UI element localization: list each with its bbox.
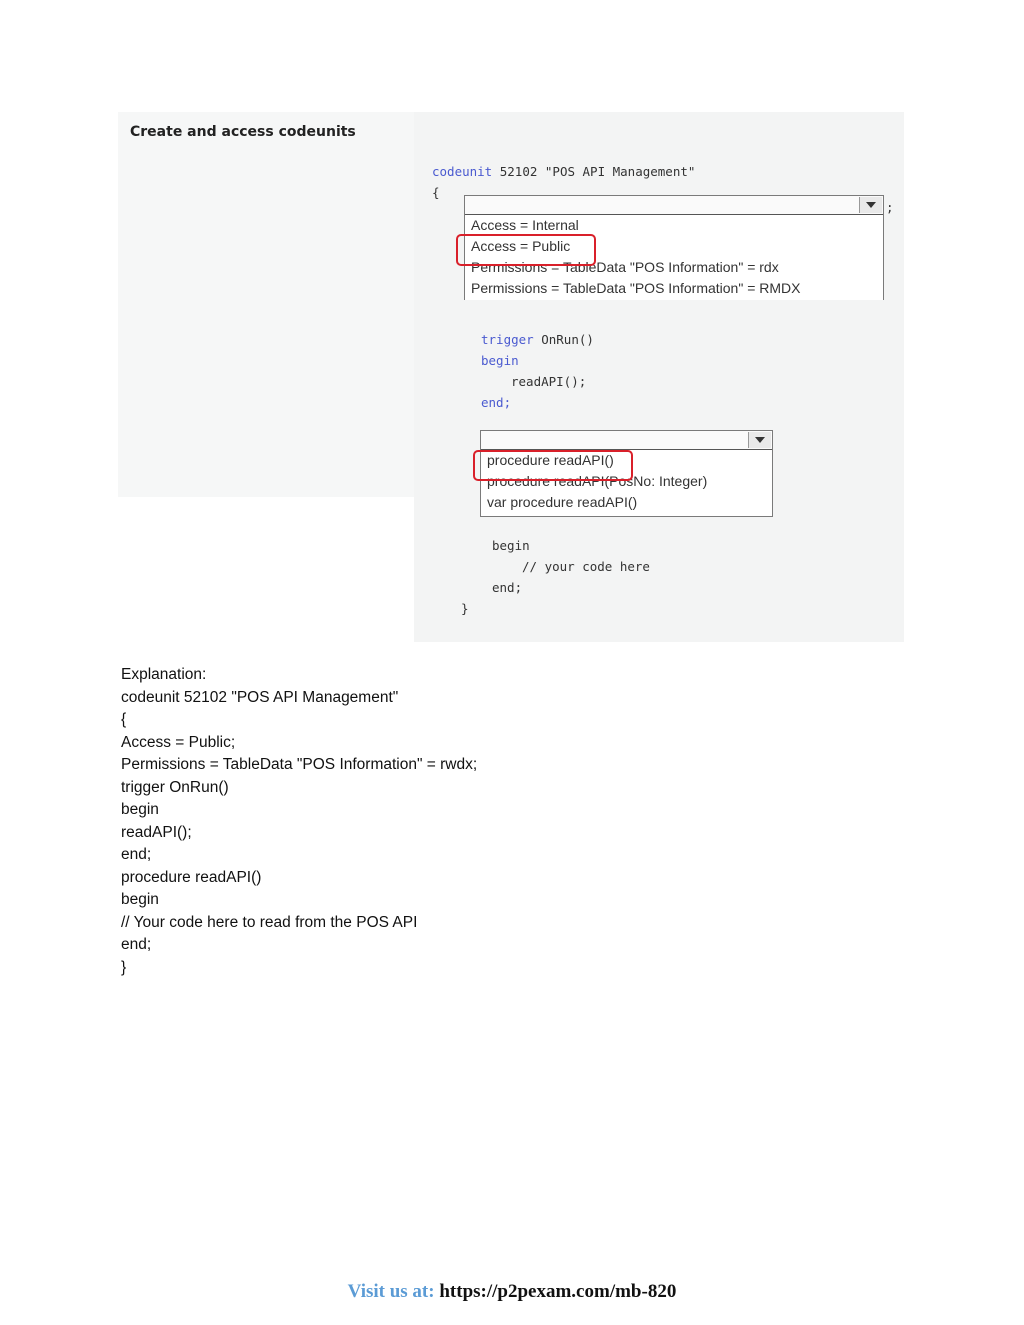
explanation-line: procedure readAPI() (121, 868, 262, 886)
explanation-line: } (121, 958, 127, 976)
codeunit-name: 52102 "POS API Management" (492, 164, 696, 179)
footer-link[interactable]: https://p2pexam.com/mb-820 (439, 1281, 677, 1302)
chevron-down-icon[interactable] (748, 432, 771, 448)
end-line-2: end; (492, 580, 523, 595)
trigger-keyword: trigger (481, 332, 534, 347)
explanation-heading: Explanation: (121, 666, 207, 683)
access-option-internal[interactable]: Access = Internal (471, 217, 579, 233)
panel-title: Create and access codeunits (130, 124, 356, 140)
explanation-line: begin (121, 801, 159, 818)
explanation-line: // Your code here to read from the POS API (121, 913, 418, 931)
close-brace: } (461, 601, 469, 616)
panel-left-background (118, 112, 418, 497)
permissions-option-rmdx[interactable]: Permissions = TableData "POS Information" = RMDX (471, 280, 801, 296)
access-dropdown-header[interactable] (465, 196, 883, 215)
end-keyword: end; (481, 395, 512, 410)
procedure-option-var[interactable]: var procedure readAPI() (487, 494, 638, 510)
footer (0, 1281, 1024, 1303)
code-comment: // your code here (522, 559, 650, 574)
open-brace: { (432, 185, 440, 200)
panel-right-background (414, 112, 904, 642)
footer-label: Visit us at: (347, 1281, 435, 1302)
trigger-line (481, 332, 594, 347)
explanation-line: end; (121, 846, 152, 863)
begin-keyword: begin (481, 353, 519, 368)
explanation-line: end; (121, 936, 152, 953)
explanation-line: begin (121, 891, 159, 908)
permissions-option-rdx[interactable]: Permissions = TableData "POS Information" = rdx (471, 259, 779, 275)
answer-highlight-access (456, 234, 596, 266)
explanation-line: trigger OnRun() (121, 778, 229, 796)
explanation-line: codeunit 52102 "POS API Management" (121, 688, 399, 706)
trigger-name: OnRun() (533, 332, 594, 347)
codeunit-keyword: codeunit (432, 164, 493, 179)
chevron-down-icon[interactable] (859, 197, 882, 213)
explanation-block (121, 664, 477, 979)
explanation-line: readAPI(); (121, 823, 192, 841)
procedure-dropdown-header[interactable] (481, 431, 772, 450)
procedure-option-no-params[interactable]: procedure readAPI() (487, 452, 614, 468)
explanation-line: Access = Public; (121, 733, 236, 751)
readapi-call: readAPI(); (511, 374, 587, 389)
explanation-line: { (121, 711, 127, 728)
codeunit-header-line (432, 164, 695, 179)
answer-highlight-procedure (473, 450, 633, 481)
dropdown-semicolon: ; (886, 200, 894, 215)
begin-line-2: begin (492, 538, 530, 553)
access-option-public[interactable]: Access = Public (471, 238, 571, 254)
codeunit-screenshot (118, 112, 904, 642)
explanation-line: Permissions = TableData "POS Information" = rwdx; (121, 756, 478, 773)
procedure-option-posno[interactable]: procedure readAPI(PosNo: Integer) (487, 473, 708, 489)
